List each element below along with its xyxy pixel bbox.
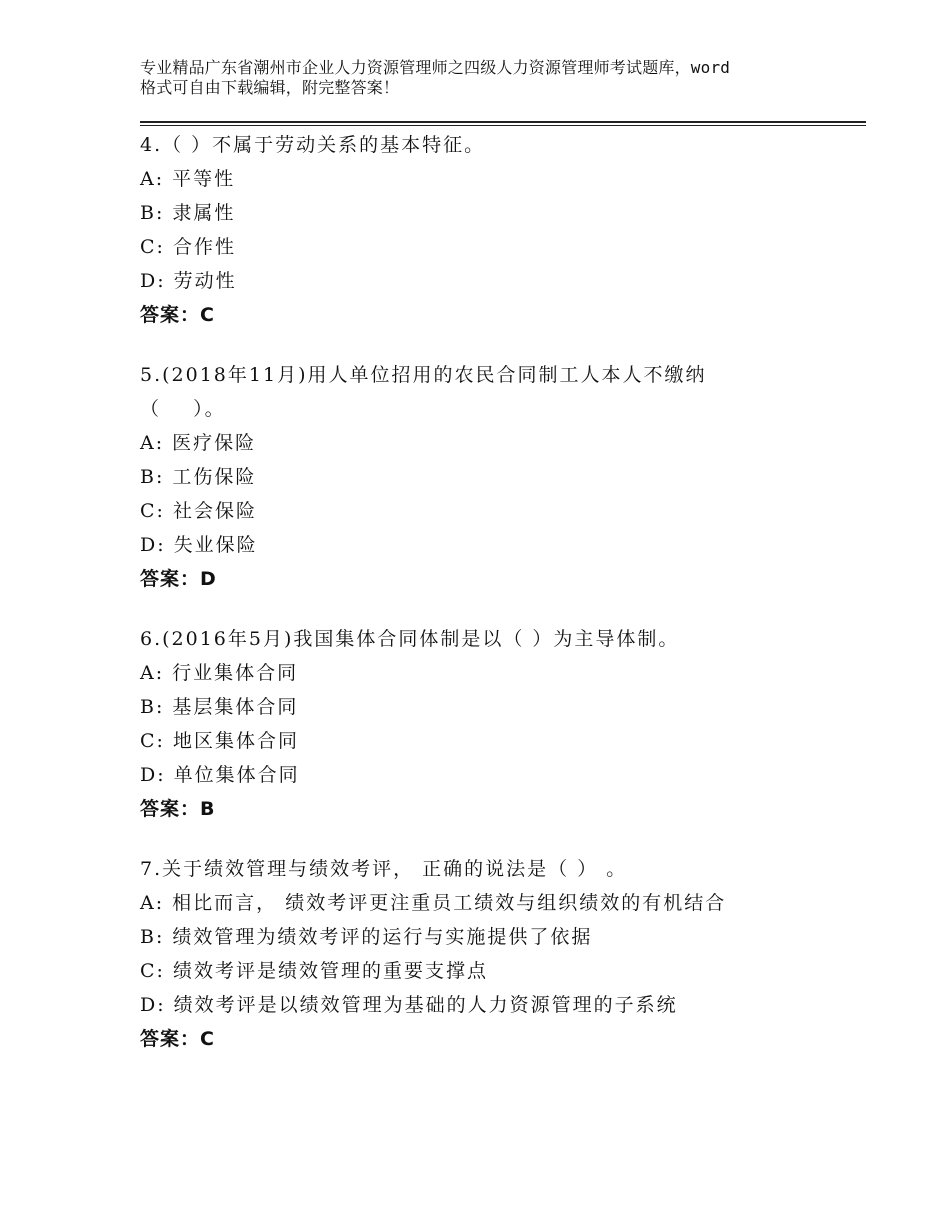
option-a: A: 相比而言， 绩效考评更注重员工绩效与组织绩效的有机结合 [140,892,727,914]
header-line-1: 专业精品广东省潮州市企业人力资源管理师之四级人力资源管理师考试题库，word [140,58,731,77]
answer-label: 答案：B [140,798,216,820]
question-stem: 4.（ ）不属于劳动关系的基本特征。 [140,134,486,156]
question-list [140,128,860,1082]
answer-label: 答案：C [140,1028,215,1050]
option-a: A: 医疗保险 [140,432,257,454]
answer-label: 答案：C [140,304,215,326]
option-d: D: 劳动性 [140,270,237,292]
option-c: C: 地区集体合同 [140,730,299,752]
option-a: A: 平等性 [140,168,236,190]
option-d: D: 单位集体合同 [140,764,300,786]
option-d: D: 绩效考评是以绩效管理为基础的人力资源管理的子系统 [140,994,678,1016]
option-c: C: 绩效考评是绩效管理的重要支撑点 [140,960,488,982]
header-line-2: 格式可自由下载编辑，附完整答案！ [140,78,400,97]
option-c: C: 合作性 [140,236,236,258]
answer-label: 答案：D [140,568,217,590]
option-a: A: 行业集体合同 [140,662,299,684]
question-stem: 5.(2018年11月)用人单位招用的农民合同制工人本人不缴纳 [140,364,707,386]
option-b: B: 隶属性 [140,202,236,224]
question-stem: 7.关于绩效管理与绩效考评， 正确的说法是（ ） 。 [140,858,628,880]
document-header [140,58,840,98]
option-d: D: 失业保险 [140,534,258,556]
question-block [140,128,860,332]
question-stem-continuation: （ ）。 [140,398,226,420]
option-b: B: 基层集体合同 [140,696,299,718]
question-block [140,852,860,1056]
option-c: C: 社会保险 [140,500,257,522]
header-divider-thin [140,125,866,126]
option-b: B: 工伤保险 [140,466,257,488]
option-b: B: 绩效管理为绩效考评的运行与实施提供了依据 [140,926,593,948]
question-block [140,358,860,596]
question-block [140,622,860,826]
header-divider-thick [140,121,866,123]
question-stem: 6.(2016年5月)我国集体合同体制是以（ ）为主导体制。 [140,628,680,650]
